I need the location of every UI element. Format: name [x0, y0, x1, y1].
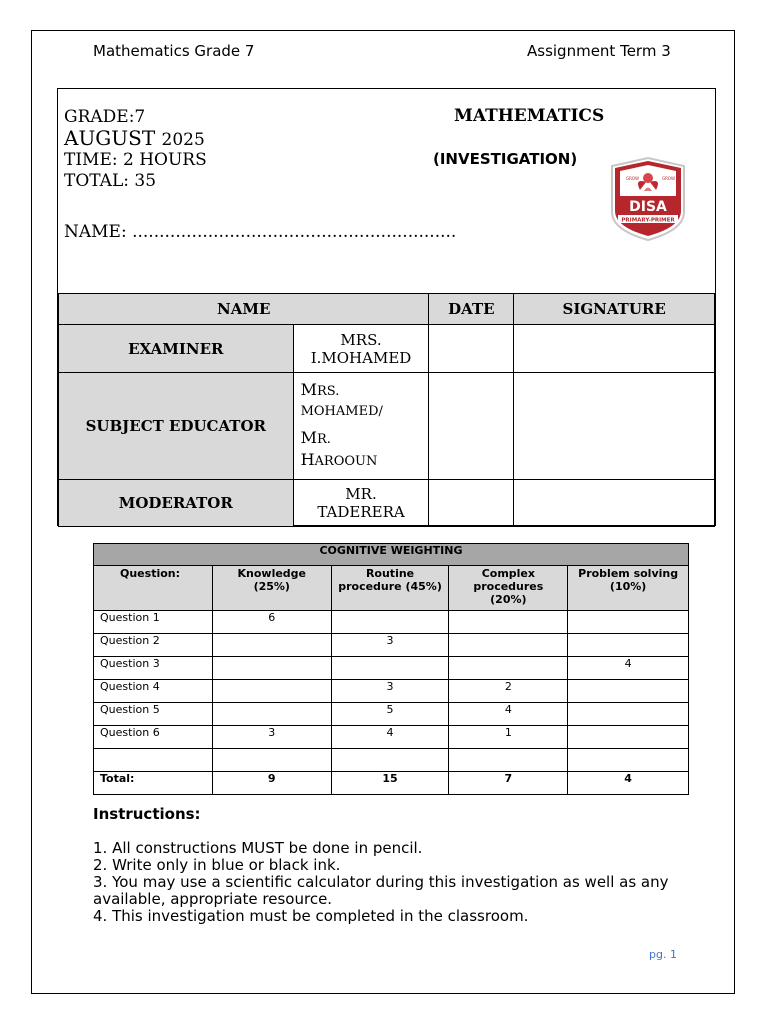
school-logo	[604, 156, 692, 242]
complex-cell: 4	[449, 703, 568, 726]
col-name-header: NAME	[59, 294, 429, 325]
question-cell: Question 2	[94, 634, 213, 657]
subject-educator-date	[429, 373, 514, 480]
page-number: pg. 1	[649, 948, 677, 961]
educator-surname-2	[301, 450, 429, 472]
knowledge-cell	[212, 680, 331, 703]
question-cell: Question 6	[94, 726, 213, 749]
educator-title-1-cap: M	[300, 380, 317, 399]
table-row	[94, 749, 689, 772]
examiner-signature	[514, 325, 715, 373]
table-row	[94, 680, 689, 703]
instructions-title: Instructions:	[93, 805, 201, 823]
total-problem: 4	[568, 772, 689, 795]
problem-cell	[568, 680, 689, 703]
problem-cell	[568, 703, 689, 726]
logo-grow-left: GROW	[626, 176, 639, 181]
knowledge-cell	[212, 703, 331, 726]
col-knowledge: Knowledge (25%)	[212, 566, 331, 611]
header-subject: Mathematics Grade 7	[93, 42, 255, 60]
educator-title-2	[301, 428, 429, 450]
moderator-surname: TADERERA	[317, 503, 405, 521]
educator-title-2-cap: M	[300, 428, 317, 447]
assessment-type: (INVESTIGATION)	[433, 150, 578, 168]
educator-surname-1: MOHAMED/	[300, 404, 383, 419]
col-signature-header: SIGNATURE	[514, 294, 715, 325]
moderator-title: MR.	[345, 485, 377, 503]
educator-title-1	[301, 380, 429, 402]
knowledge-cell	[212, 657, 331, 680]
knowledge-cell	[212, 634, 331, 657]
time-line: TIME: 2 HOURS	[64, 150, 207, 170]
routine-cell: 5	[331, 703, 449, 726]
moderator-signature	[514, 480, 715, 527]
educator-title-1-rest: RS.	[316, 384, 340, 399]
problem-cell	[568, 634, 689, 657]
total-label: Total:	[94, 772, 213, 795]
col-question: Question:	[94, 566, 213, 611]
total-line: TOTAL: 35	[64, 171, 157, 191]
table-row	[94, 657, 689, 680]
moderator-label: MODERATOR	[59, 480, 294, 527]
complex-cell	[449, 657, 568, 680]
complex-cell: 2	[449, 680, 568, 703]
subject-title: MATHEMATICS	[454, 106, 605, 126]
routine-cell	[331, 749, 449, 772]
knowledge-cell: 3	[212, 726, 331, 749]
subject-educator-label: SUBJECT EDUCATOR	[59, 373, 294, 480]
question-cell: Question 1	[94, 611, 213, 634]
examiner-title: MRS.	[340, 330, 382, 349]
examiner-surname: I.MOHAMED	[310, 348, 412, 367]
instruction-item: 2. Write only in blue or black ink.	[93, 856, 341, 874]
knowledge-cell: 6	[212, 611, 331, 634]
educator-surname-2-rest: AROOUN	[314, 454, 378, 469]
instruction-item: 1. All constructions MUST be done in pencil.	[93, 839, 423, 857]
grade-line: GRADE:7	[64, 107, 146, 127]
cover-box	[57, 88, 716, 526]
complex-cell: 1	[449, 726, 568, 749]
instruction-item: 3. You may use a scientific calculator during this investigation as well as any available, appropriate resource.	[93, 873, 669, 908]
question-cell	[94, 749, 213, 772]
year: 2025	[161, 130, 205, 150]
instructions-list	[93, 840, 693, 925]
subject-educator-name	[293, 373, 429, 480]
col-problem-solving: Problem solving (10%)	[568, 566, 689, 611]
table-row	[94, 726, 689, 749]
instruction-item: 4. This investigation must be completed in the classroom.	[93, 907, 529, 925]
question-cell: Question 5	[94, 703, 213, 726]
question-cell: Question 4	[94, 680, 213, 703]
routine-cell: 4	[331, 726, 449, 749]
moderator-name	[293, 480, 429, 527]
problem-cell	[568, 611, 689, 634]
complex-cell	[449, 611, 568, 634]
name-line: NAME: ............................................................	[64, 222, 457, 242]
problem-cell	[568, 726, 689, 749]
routine-cell: 3	[331, 680, 449, 703]
staff-table	[58, 293, 715, 527]
total-knowledge: 9	[212, 772, 331, 795]
col-date-header: DATE	[429, 294, 514, 325]
logo-subtext: PRIMARY-PRIMER	[621, 217, 675, 224]
complex-cell	[449, 634, 568, 657]
examiner-label: EXAMINER	[59, 325, 294, 373]
total-routine: 15	[331, 772, 449, 795]
cognitive-weighting-title: COGNITIVE WEIGHTING	[94, 544, 689, 566]
examiner-date	[429, 325, 514, 373]
total-complex: 7	[449, 772, 568, 795]
col-complex: Complex procedures (20%)	[449, 566, 568, 611]
problem-cell	[568, 749, 689, 772]
header-assignment: Assignment Term 3	[527, 42, 671, 60]
total-row	[94, 772, 689, 795]
table-row	[94, 703, 689, 726]
complex-cell	[449, 749, 568, 772]
moderator-date	[429, 480, 514, 527]
table-row	[94, 634, 689, 657]
logo-text: DISA	[629, 199, 667, 215]
routine-cell: 3	[331, 634, 449, 657]
date-line	[64, 128, 205, 150]
examiner-name	[293, 325, 429, 373]
month: AUGUST	[64, 126, 156, 150]
routine-cell	[331, 657, 449, 680]
subject-educator-signature	[514, 373, 715, 480]
logo-grow-right: GROW	[662, 176, 675, 181]
routine-cell	[331, 611, 449, 634]
question-cell: Question 3	[94, 657, 213, 680]
knowledge-cell	[212, 749, 331, 772]
educator-surname-2-cap: H	[300, 450, 315, 469]
problem-cell: 4	[568, 657, 689, 680]
cognitive-weighting-table	[93, 543, 689, 795]
col-routine: Routine procedure (45%)	[331, 566, 449, 611]
table-row	[94, 611, 689, 634]
educator-title-2-rest: R.	[316, 432, 331, 447]
